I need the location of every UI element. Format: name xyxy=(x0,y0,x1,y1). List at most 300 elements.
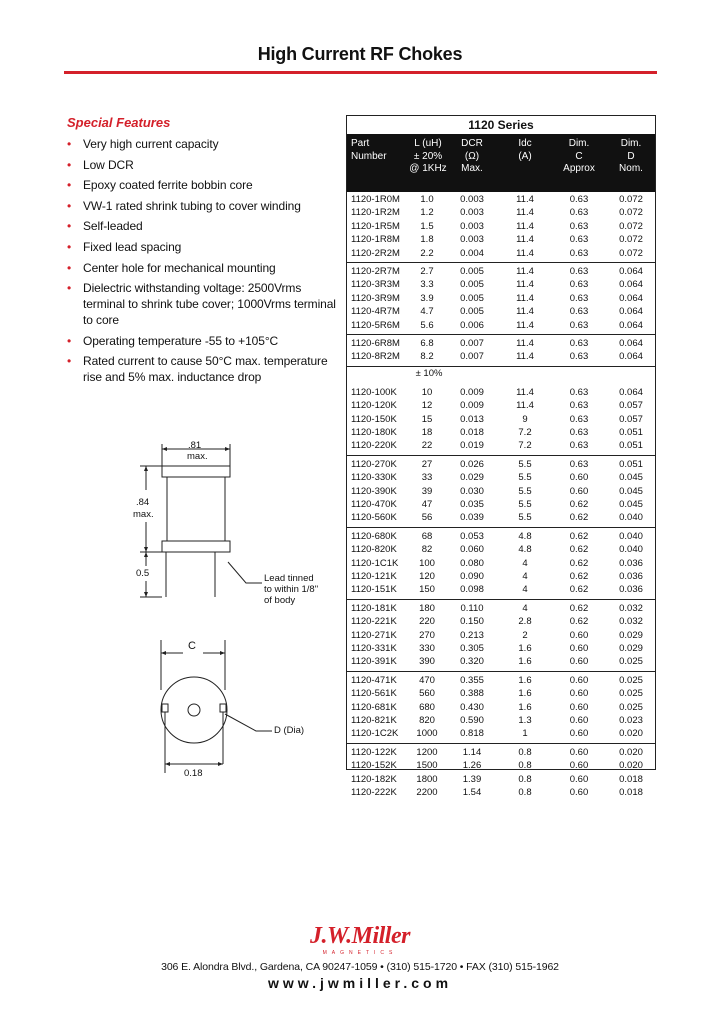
table-cell: 0.63 xyxy=(569,234,589,246)
table-cell: 0.072 xyxy=(619,207,643,219)
table-cell: 27 xyxy=(421,458,433,470)
table-cell: 1120-220K xyxy=(351,440,397,452)
table-cell: 11.4 xyxy=(516,207,534,219)
table-cell: 0.013 xyxy=(460,413,484,425)
table-cell: 0.8 xyxy=(518,760,532,772)
table-cell: 0.62 xyxy=(569,557,589,569)
table-cell: 0.60 xyxy=(569,643,589,654)
table-cell: 0.045 xyxy=(619,485,643,497)
table-cell: 1.8 xyxy=(420,234,434,246)
table-cell: 0.63 xyxy=(569,194,589,205)
table-cell: 0.62 xyxy=(569,499,589,510)
lead-note-line2: to within 1/8" xyxy=(264,584,319,595)
table-cell: 1200 xyxy=(416,746,438,758)
table-cell: 1120-152K xyxy=(351,760,397,772)
table-cell: 1000 xyxy=(416,728,438,740)
table-cell: 11.4 xyxy=(516,319,534,331)
table-cell: 1.26 xyxy=(462,760,482,772)
bullet-icon: • xyxy=(67,137,72,151)
table-cell: 56 xyxy=(421,512,433,524)
bullet-icon: • xyxy=(67,239,72,254)
page-title: High Current RF Chokes xyxy=(257,44,463,64)
table-cell: 0.355 xyxy=(460,674,484,686)
header-c-line3: Approx xyxy=(563,163,595,174)
table-cell: 150 xyxy=(419,584,435,596)
table-cell: 1120-820K xyxy=(351,544,397,556)
table-cell: 0.63 xyxy=(569,220,589,232)
table-cell: 0.029 xyxy=(619,629,643,641)
table-cell: 0.036 xyxy=(619,571,643,582)
table-cell: 22 xyxy=(421,440,433,452)
table-cell: 0.003 xyxy=(460,220,484,232)
table-cell: 15 xyxy=(421,413,433,425)
dim-height-label: .84 xyxy=(136,497,150,508)
dim-spacing-label: 0.18 xyxy=(184,768,203,779)
table-cell: 0.63 xyxy=(569,306,589,318)
table-cell: 0.023 xyxy=(619,715,643,726)
table-cell: 0.60 xyxy=(569,715,589,726)
table-cell: 0.60 xyxy=(569,472,589,484)
table-cell: 1120-331K xyxy=(351,643,397,654)
table-cell: 9 xyxy=(522,413,528,425)
table-cell: 0.018 xyxy=(460,427,484,438)
lead-note xyxy=(264,573,318,606)
dim-width-label: .81 xyxy=(188,440,202,451)
table-cell: 1120-2R2M xyxy=(351,247,400,259)
table-cell: 11.4 xyxy=(516,292,534,304)
table-cell: 0.110 xyxy=(460,602,484,614)
table-cell: 0.040 xyxy=(619,544,643,556)
header-d-line3: Nom. xyxy=(619,163,643,174)
table-cell: 1120-3R3M xyxy=(351,279,400,291)
table-cell: 0.064 xyxy=(619,266,643,277)
table-cell: 5.5 xyxy=(518,485,532,497)
table-cell: 0.060 xyxy=(460,544,484,556)
table-cell: 0.60 xyxy=(569,485,589,497)
table-cell: 0.63 xyxy=(569,400,589,412)
table-cell: 0.63 xyxy=(569,338,589,349)
dim-c-label: C xyxy=(188,640,196,652)
table-cell: 1120-8R2M xyxy=(351,351,400,363)
table-cell: 1120-5R6M xyxy=(351,319,400,331)
table-cell: 1120-680K xyxy=(351,530,397,542)
table-cell: 0.590 xyxy=(460,715,484,726)
table-cell: 0.036 xyxy=(619,557,643,569)
header-l-line2: ± 20% xyxy=(413,150,443,162)
table-cell: 0.63 xyxy=(569,440,589,452)
dim-height-max: max. xyxy=(133,509,154,520)
table-cell: 1120-100K xyxy=(351,386,397,398)
table-cell: 1.6 xyxy=(518,674,532,686)
feature-text: Epoxy coated ferrite bobbin core xyxy=(83,178,253,193)
table-cell: 1120-2R7M xyxy=(351,266,400,277)
table-cell: 0.009 xyxy=(460,400,484,412)
table-cell: 1120-181K xyxy=(351,602,397,614)
header-d-line2: D xyxy=(627,150,635,162)
table-cell: 18 xyxy=(421,427,433,438)
table-cell: 0.60 xyxy=(569,674,589,686)
table-cell: 11.4 xyxy=(516,400,534,412)
feature-text: Center hole for mechanical mounting xyxy=(83,260,276,275)
table-cell: 1120-3R9M xyxy=(351,292,400,304)
table-cell: 560 xyxy=(419,688,435,700)
table-cell: 0.63 xyxy=(569,351,589,363)
table-cell: 0.051 xyxy=(619,440,643,452)
table-cell: 0.62 xyxy=(569,571,589,582)
table-cell: 1500 xyxy=(416,760,438,772)
table-cell: 7.2 xyxy=(518,440,532,452)
table-cell: 0.305 xyxy=(460,643,484,654)
table-cell: 0.009 xyxy=(460,386,484,398)
table-cell: 1120-151K xyxy=(351,584,397,596)
table-cell: 0.018 xyxy=(619,773,643,785)
table-cell: 0.63 xyxy=(569,413,589,425)
table-cell: 11.4 xyxy=(516,279,534,291)
table-cell: 4.8 xyxy=(518,530,532,542)
table-cell: 4.8 xyxy=(518,544,532,556)
table-cell: 0.320 xyxy=(460,656,484,668)
table-cell: 1.6 xyxy=(518,656,532,668)
table-cell: 2.7 xyxy=(420,266,434,277)
table-cell: 1.6 xyxy=(518,701,532,713)
bullet-icon: • xyxy=(67,354,72,369)
table-cell: 0.072 xyxy=(619,194,643,205)
table-cell: 1120-1R0M xyxy=(351,194,400,205)
table-cell: 11.4 xyxy=(516,266,534,277)
table-cell: 0.080 xyxy=(460,557,484,569)
table-cell: 0.072 xyxy=(619,234,643,246)
table-cell: 1120-180K xyxy=(351,427,397,438)
table-cell: 0.051 xyxy=(619,458,643,470)
table-cell: 820 xyxy=(419,715,435,726)
header-c-line2: C xyxy=(575,150,583,162)
table-cell: 120 xyxy=(419,571,435,582)
table-cell: 1120-1R5M xyxy=(351,220,400,232)
table-cell: 0.62 xyxy=(569,602,589,614)
table-cell: 0.029 xyxy=(460,472,484,484)
table-cell: 0.63 xyxy=(569,386,589,398)
table-cell: 11.4 xyxy=(516,194,534,205)
feature-text: Self-leaded xyxy=(83,219,143,234)
table-cell: 1120-330K xyxy=(351,472,397,484)
table-cell: 1120-391K xyxy=(351,656,397,668)
table-cell: 0.62 xyxy=(569,530,589,542)
table-cell: 1120-1C1K xyxy=(351,557,399,569)
jwmiller-logo: J.W.Miller xyxy=(310,923,410,949)
bullet-icon: • xyxy=(67,198,72,213)
table-cell: 4 xyxy=(522,584,528,596)
table-cell: 0.63 xyxy=(569,247,589,259)
table-cell: 0.63 xyxy=(569,427,589,438)
table-cell: 0.62 xyxy=(569,512,589,524)
table-cell: 0.60 xyxy=(569,746,589,758)
table-cell: 0.040 xyxy=(619,512,643,524)
table-cell: 82 xyxy=(421,544,433,556)
table-cell: 0.60 xyxy=(569,688,589,700)
table-cell: 0.006 xyxy=(460,319,484,331)
table-cell: 1.39 xyxy=(462,773,482,785)
table-cell: 1120-222K xyxy=(351,787,397,798)
table-cell: 1120-120K xyxy=(351,400,397,412)
table-cell: 1800 xyxy=(416,773,438,785)
header-dcr-line3: Max. xyxy=(461,163,483,174)
table-cell: 47 xyxy=(421,499,433,510)
table-cell: 180 xyxy=(419,602,435,614)
table-cell: 0.63 xyxy=(569,279,589,291)
table-cell: 1.14 xyxy=(462,746,482,758)
table-cell: 0.62 xyxy=(569,544,589,556)
table-cell: 1120-4R7M xyxy=(351,306,400,318)
footer-address: 306 E. Alondra Blvd., Gardena, CA 90247-1059 • (310) 515-1720 • FAX (310) 515-1962 xyxy=(161,961,559,973)
table-cell: 33 xyxy=(421,472,433,484)
feature-text: Dielectric withstanding voltage: 2500Vrms terminal to shrink tube cover; 1000Vrms terminal to core xyxy=(83,281,336,328)
table-cell: 270 xyxy=(419,629,435,641)
table-cell: 1120-121K xyxy=(351,571,397,582)
table-cell: 0.026 xyxy=(460,458,484,470)
table-cell: 1.3 xyxy=(518,715,532,726)
table-cell: 0.63 xyxy=(569,458,589,470)
table-cell: 0.019 xyxy=(460,440,484,452)
table-cell: 0.064 xyxy=(619,338,643,349)
table-cell: 0.60 xyxy=(569,701,589,713)
table-cell: 0.003 xyxy=(460,234,484,246)
table-cell: 0.045 xyxy=(619,472,643,484)
table-cell: 0.064 xyxy=(619,292,643,304)
table-cell: 0.025 xyxy=(619,701,643,713)
table-cell: 1120-470K xyxy=(351,499,397,510)
table-cell: 0.150 xyxy=(460,616,484,628)
table-cell: 1120-1R8M xyxy=(351,234,400,246)
table-cell: 0.003 xyxy=(460,194,484,205)
table-cell: 100 xyxy=(419,557,435,569)
table-cell: 0.098 xyxy=(460,584,484,596)
footer-website[interactable]: www.jwmiller.com xyxy=(267,975,453,991)
table-cell: 0.62 xyxy=(569,616,589,628)
table-cell: 0.005 xyxy=(460,279,484,291)
table-cell: 0.032 xyxy=(619,616,643,628)
table-cell: 0.60 xyxy=(569,656,589,668)
table-cell: 1120-560K xyxy=(351,512,397,524)
table-cell: 0.8 xyxy=(518,773,532,785)
table-cell: 0.388 xyxy=(460,688,484,700)
table-cell: 470 xyxy=(419,674,435,686)
table-cell: 2 xyxy=(522,629,528,641)
table-cell: 0.030 xyxy=(460,485,484,497)
table-cell: 0.430 xyxy=(460,701,484,713)
table-cell: 390 xyxy=(419,656,435,668)
table-cell: 1.6 xyxy=(518,688,532,700)
table-cell: 4 xyxy=(522,557,528,569)
header-idc-line3: (A) xyxy=(518,150,532,162)
table-cell: 0.032 xyxy=(619,602,643,614)
table-cell: 0.60 xyxy=(569,773,589,785)
feature-text: Low DCR xyxy=(83,157,134,172)
tolerance-note: ± 10% xyxy=(415,367,443,379)
table-cell: 0.007 xyxy=(460,351,484,363)
table-cell: 4 xyxy=(522,571,528,582)
bullet-icon: • xyxy=(67,260,72,275)
header-dcr-line2: (Ω) xyxy=(464,150,480,162)
table-cell: 5.5 xyxy=(518,472,532,484)
table-cell: 1120-471K xyxy=(351,674,397,686)
table-cell: 2.2 xyxy=(420,247,434,259)
feature-text: Very high current capacity xyxy=(83,137,219,151)
table-cell: 1120-390K xyxy=(351,485,397,497)
table-cell: 0.064 xyxy=(619,319,643,331)
table-cell: 4.7 xyxy=(420,306,434,318)
table-cell: 0.63 xyxy=(569,319,589,331)
table-cell: 0.025 xyxy=(619,656,643,668)
table-cell: 0.035 xyxy=(460,499,484,510)
table-cell: 1120-561K xyxy=(351,688,397,700)
table-cell: 0.8 xyxy=(518,787,532,798)
header-part-line3: Number xyxy=(351,150,387,162)
logo-subtitle: MAGNETICS xyxy=(322,950,398,956)
bullet-icon: • xyxy=(67,219,72,234)
table-cell: 11.4 xyxy=(516,306,534,318)
table-cell: 5.6 xyxy=(420,319,434,331)
table-cell: 0.064 xyxy=(619,279,643,291)
table-cell: 0.8 xyxy=(518,746,532,758)
table-cell: 330 xyxy=(419,643,435,654)
table-cell: 11.4 xyxy=(516,220,534,232)
feature-text: Operating temperature -55 to +105°C xyxy=(83,333,279,348)
bullet-icon: • xyxy=(67,333,72,348)
dim-width-max: max. xyxy=(187,451,208,462)
table-cell: 220 xyxy=(419,616,435,628)
table-cell: 0.057 xyxy=(619,413,643,425)
header-c-line1: Dim. xyxy=(568,138,590,149)
table-cell: 0.036 xyxy=(619,584,643,596)
table-cell: 1.54 xyxy=(462,787,482,798)
table-cell: 0.025 xyxy=(619,688,643,700)
table-cell: 1 xyxy=(522,728,528,740)
table-cell: 1.5 xyxy=(420,220,434,232)
table-cell: 5.5 xyxy=(518,499,532,510)
bullet-icon: • xyxy=(67,281,72,296)
table-cell: 0.057 xyxy=(619,400,643,412)
table-cell: 11.4 xyxy=(516,338,534,349)
table-cell: 1120-6R8M xyxy=(351,338,400,349)
table-cell: 3.9 xyxy=(420,292,434,304)
table-cell: 10 xyxy=(421,386,433,398)
table-cell: 8.2 xyxy=(420,351,434,363)
table-cell: 680 xyxy=(419,701,435,713)
table-cell: 0.004 xyxy=(460,247,484,259)
table-cell: 5.5 xyxy=(518,458,532,470)
bullet-icon: • xyxy=(67,157,72,172)
table-cell: 0.63 xyxy=(569,266,589,277)
table-cell: 0.007 xyxy=(460,338,484,349)
table-cell: 11.4 xyxy=(516,386,534,398)
table-cell: 11.4 xyxy=(516,247,534,259)
table-cell: 11.4 xyxy=(516,351,534,363)
table-cell: 4 xyxy=(522,602,528,614)
table-cell: 0.60 xyxy=(569,787,589,798)
table-cell: 0.072 xyxy=(619,247,643,259)
feature-text: VW-1 rated shrink tubing to cover winding xyxy=(83,198,301,213)
table-cell: 0.039 xyxy=(460,512,484,524)
table-cell: 0.064 xyxy=(619,386,643,398)
header-l-line1: L (uH) xyxy=(414,138,442,149)
table-cell: 7.2 xyxy=(518,427,532,438)
table-cell: 0.029 xyxy=(619,643,643,654)
table-cell: 0.63 xyxy=(569,292,589,304)
features-heading: Special Features xyxy=(67,115,171,130)
table-cell: 1120-182K xyxy=(351,773,397,785)
table-cell: 0.60 xyxy=(569,629,589,641)
table-cell: 1120-150K xyxy=(351,413,397,425)
feature-text: Fixed lead spacing xyxy=(83,239,182,254)
table-cell: 6.8 xyxy=(420,338,434,349)
table-cell: 0.005 xyxy=(460,306,484,318)
table-cell: 3.3 xyxy=(420,279,434,291)
table-cell: 12 xyxy=(421,400,433,412)
table-cell: 0.020 xyxy=(619,746,643,758)
table-cell: 1120-122K xyxy=(351,746,397,758)
table-cell: 11.4 xyxy=(516,234,534,246)
bullet-icon: • xyxy=(67,178,72,193)
table-cell: 0.051 xyxy=(619,427,643,438)
table-cell: 0.018 xyxy=(619,787,643,798)
table-cell: 0.60 xyxy=(569,728,589,740)
table-cell: 2200 xyxy=(416,787,438,798)
table-cell: 0.60 xyxy=(569,760,589,772)
table-cell: 1120-270K xyxy=(351,458,397,470)
table-cell: 39 xyxy=(421,485,433,497)
lead-note-line1: Lead tinned xyxy=(264,573,314,584)
table-series-title: 1120 Series xyxy=(468,118,534,132)
table-cell: 0.072 xyxy=(619,220,643,232)
table-cell: 1120-821K xyxy=(351,715,397,726)
table-cell: 0.064 xyxy=(619,306,643,318)
table-cell: 0.064 xyxy=(619,351,643,363)
table-cell: 0.62 xyxy=(569,584,589,596)
header-idc-line2: Idc xyxy=(518,138,532,149)
feature-text: Rated current to cause 50°C max. temperature rise and 5% max. inductance drop xyxy=(83,354,328,385)
table-cell: 0.040 xyxy=(619,530,643,542)
table-cell: 0.005 xyxy=(460,292,484,304)
table-cell: 0.090 xyxy=(460,571,484,582)
table-cell: 0.213 xyxy=(460,629,484,641)
header-part-line2: Part xyxy=(351,138,370,149)
table-cell: 0.818 xyxy=(460,728,484,740)
table-cell: 0.003 xyxy=(460,207,484,219)
table-cell: 1120-681K xyxy=(351,701,397,713)
table-cell: 0.045 xyxy=(619,499,643,510)
table-cell: 0.005 xyxy=(460,266,484,277)
table-cell: 5.5 xyxy=(518,512,532,524)
table-cell: 1120-221K xyxy=(351,616,397,628)
table-cell: 1120-1R2M xyxy=(351,207,400,219)
table-cell: 2.8 xyxy=(518,616,532,628)
table-cell: 1120-271K xyxy=(351,629,397,641)
table-cell: 0.053 xyxy=(460,530,484,542)
table-cell: 1.6 xyxy=(518,643,532,654)
header-dcr-line1: DCR xyxy=(461,138,483,149)
table-cell: 1120-1C2K xyxy=(351,728,399,740)
table-cell: 0.020 xyxy=(619,728,643,740)
dim-d-label: D (Dia) xyxy=(274,725,305,736)
table-cell: 0.020 xyxy=(619,760,643,772)
table-cell: 0.63 xyxy=(569,207,589,219)
table-cell: 68 xyxy=(421,530,433,542)
header-l-line3: @ 1KHz xyxy=(409,163,447,174)
table-cell: 1.2 xyxy=(420,207,434,219)
table-cell: 1.0 xyxy=(420,194,434,205)
header-d-line1: Dim. xyxy=(620,138,642,149)
lead-note-line3: of body xyxy=(264,595,296,606)
